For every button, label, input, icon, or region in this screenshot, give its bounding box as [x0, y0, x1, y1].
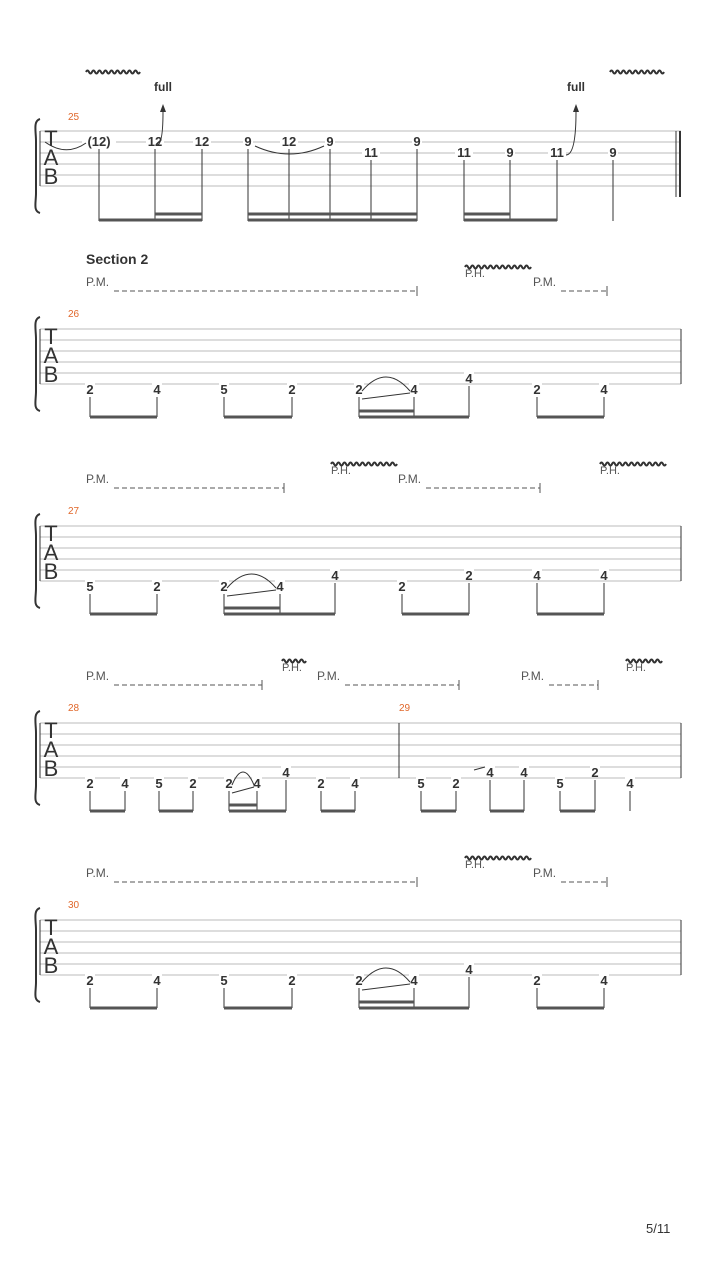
- beam: [248, 219, 417, 222]
- fret-number: 4: [626, 776, 634, 791]
- measure-number: 26: [68, 309, 80, 320]
- beam: [359, 1007, 469, 1010]
- palm-mute-label: P.M.: [533, 275, 557, 289]
- system-bracket: [35, 514, 40, 608]
- fret-number: 2: [533, 382, 541, 397]
- tab-clef-b: B: [43, 559, 59, 584]
- palm-mute-label: P.M.: [86, 472, 110, 486]
- tab-clef-t: T: [44, 126, 58, 151]
- fret-number: 4: [486, 765, 494, 780]
- tab-staff: [35, 119, 681, 213]
- fret-number: 5: [556, 776, 564, 791]
- fret-number: 4: [533, 568, 541, 583]
- fret-number: 4: [276, 579, 284, 594]
- fret-number: 11: [364, 145, 378, 160]
- system-bracket: [35, 119, 40, 213]
- beam: [90, 613, 157, 616]
- beam: [464, 213, 510, 216]
- tab-clef-b: B: [43, 164, 59, 189]
- fret-number: 2: [288, 382, 296, 397]
- tab-staff: [35, 514, 681, 608]
- tab-clef-b: B: [43, 362, 59, 387]
- pinch-harmonic-label: P.H.: [282, 662, 302, 674]
- fret-number: 2: [86, 973, 94, 988]
- pinch-harmonic-label: P.H.: [626, 662, 646, 674]
- fret-number: 9: [413, 134, 421, 149]
- fret-number: 2: [398, 579, 406, 594]
- beam: [537, 416, 604, 419]
- beam: [490, 810, 524, 813]
- page-number: 5/11: [646, 1221, 671, 1236]
- fret-number: 9: [244, 134, 252, 149]
- fret-number: 2: [288, 973, 296, 988]
- fret-number: 2: [153, 579, 161, 594]
- bend-curve: [566, 112, 576, 155]
- tab-clef-t: T: [44, 521, 58, 546]
- fret-number: 12: [281, 134, 297, 149]
- beam: [155, 213, 202, 216]
- section-title: Section 2: [86, 251, 149, 267]
- tab-clef-a: A: [43, 737, 59, 762]
- tab-clef-a: A: [43, 343, 59, 368]
- beam: [421, 810, 456, 813]
- fret-number: 2: [225, 776, 233, 791]
- vibrato-icon: [86, 71, 140, 74]
- measure-number: 25: [68, 112, 80, 123]
- measure-number: 27: [68, 506, 80, 517]
- pinch-harmonic-label: P.H.: [331, 465, 351, 477]
- tab-clef-t: T: [44, 915, 58, 940]
- beam: [99, 219, 202, 222]
- beam: [229, 804, 257, 807]
- fret-number: 4: [153, 382, 161, 397]
- fret-number: 11: [457, 145, 471, 160]
- tab-clef-a: A: [43, 934, 59, 959]
- pinch-harmonic-label: P.H.: [465, 268, 485, 280]
- fret-number: 9: [609, 145, 617, 160]
- beam: [537, 1007, 604, 1010]
- system-bracket: [35, 908, 40, 1002]
- fret-number: 2: [465, 568, 473, 583]
- measure-number: 28: [68, 703, 80, 714]
- beam: [224, 416, 292, 419]
- bend-arrow-icon: [573, 104, 579, 112]
- fret-number: 4: [465, 962, 473, 977]
- palm-mute-label: P.M.: [521, 669, 545, 683]
- fret-number: (12): [87, 134, 111, 149]
- fret-number: 2: [355, 973, 363, 988]
- fret-number: 11: [550, 145, 564, 160]
- beam: [359, 410, 414, 413]
- tab-clef-a: A: [43, 145, 59, 170]
- fret-number: 2: [355, 382, 363, 397]
- fret-number: 2: [533, 973, 541, 988]
- tab-clef-t: T: [44, 324, 58, 349]
- beam: [537, 613, 604, 616]
- fret-number: 4: [153, 973, 161, 988]
- fret-number: 5: [86, 579, 94, 594]
- slide-line: [362, 393, 410, 399]
- palm-mute-label: P.M.: [86, 866, 110, 880]
- beam: [90, 1007, 157, 1010]
- slide-line: [362, 984, 410, 990]
- fret-number: 4: [600, 973, 608, 988]
- fret-number: 4: [410, 382, 418, 397]
- fret-number: 2: [317, 776, 325, 791]
- palm-mute-label: P.M.: [86, 275, 110, 289]
- bend-full-label: full: [154, 80, 172, 94]
- vibrato-icon: [610, 71, 664, 74]
- fret-number: 2: [86, 382, 94, 397]
- measure-number: 30: [68, 900, 80, 911]
- fret-number: 2: [452, 776, 460, 791]
- fret-number: 4: [282, 765, 290, 780]
- fret-number: 5: [220, 382, 228, 397]
- fret-number: 2: [86, 776, 94, 791]
- tab-clef-b: B: [43, 756, 59, 781]
- fret-number: 4: [600, 568, 608, 583]
- fret-number: 4: [465, 371, 473, 386]
- fret-number: 2: [220, 579, 228, 594]
- beam: [321, 810, 355, 813]
- beam: [224, 1007, 292, 1010]
- fret-number: 4: [410, 973, 418, 988]
- beam: [90, 810, 125, 813]
- beam: [229, 810, 286, 813]
- palm-mute-label: P.M.: [398, 472, 422, 486]
- beam: [464, 219, 557, 222]
- fret-number: 9: [326, 134, 334, 149]
- palm-mute-label: P.M.: [317, 669, 341, 683]
- fret-number: 4: [253, 776, 261, 791]
- fret-number: 5: [417, 776, 425, 791]
- beam: [159, 810, 193, 813]
- fret-number: 4: [600, 382, 608, 397]
- beam: [224, 607, 280, 610]
- tab-clef-b: B: [43, 953, 59, 978]
- fret-number: 2: [591, 765, 599, 780]
- fret-number: 2: [189, 776, 197, 791]
- bend-full-label: full: [567, 80, 585, 94]
- pinch-harmonic-label: P.H.: [465, 859, 485, 871]
- fret-number: 4: [121, 776, 129, 791]
- tab-clef-a: A: [43, 540, 59, 565]
- palm-mute-label: P.M.: [533, 866, 557, 880]
- tab-clef-t: T: [44, 718, 58, 743]
- bend-arrow-icon: [160, 104, 166, 112]
- slide-line: [227, 590, 276, 596]
- fret-number: 12: [194, 134, 210, 149]
- fret-number: 9: [506, 145, 514, 160]
- pinch-harmonic-label: P.H.: [600, 465, 620, 477]
- beam: [90, 416, 157, 419]
- system-bracket: [35, 317, 40, 411]
- slide-line: [232, 787, 254, 793]
- beam: [359, 1001, 414, 1004]
- measure-number: 29: [399, 703, 411, 714]
- fret-number: 4: [351, 776, 359, 791]
- beam: [560, 810, 595, 813]
- fret-number: 4: [331, 568, 339, 583]
- fret-number: 12: [147, 134, 163, 149]
- beam: [402, 613, 469, 616]
- fret-number: 4: [520, 765, 528, 780]
- beam: [359, 416, 469, 419]
- beam: [224, 613, 335, 616]
- fret-number: 5: [155, 776, 163, 791]
- fret-number: 5: [220, 973, 228, 988]
- system-bracket: [35, 711, 40, 805]
- palm-mute-label: P.M.: [86, 669, 110, 683]
- beam: [248, 213, 417, 216]
